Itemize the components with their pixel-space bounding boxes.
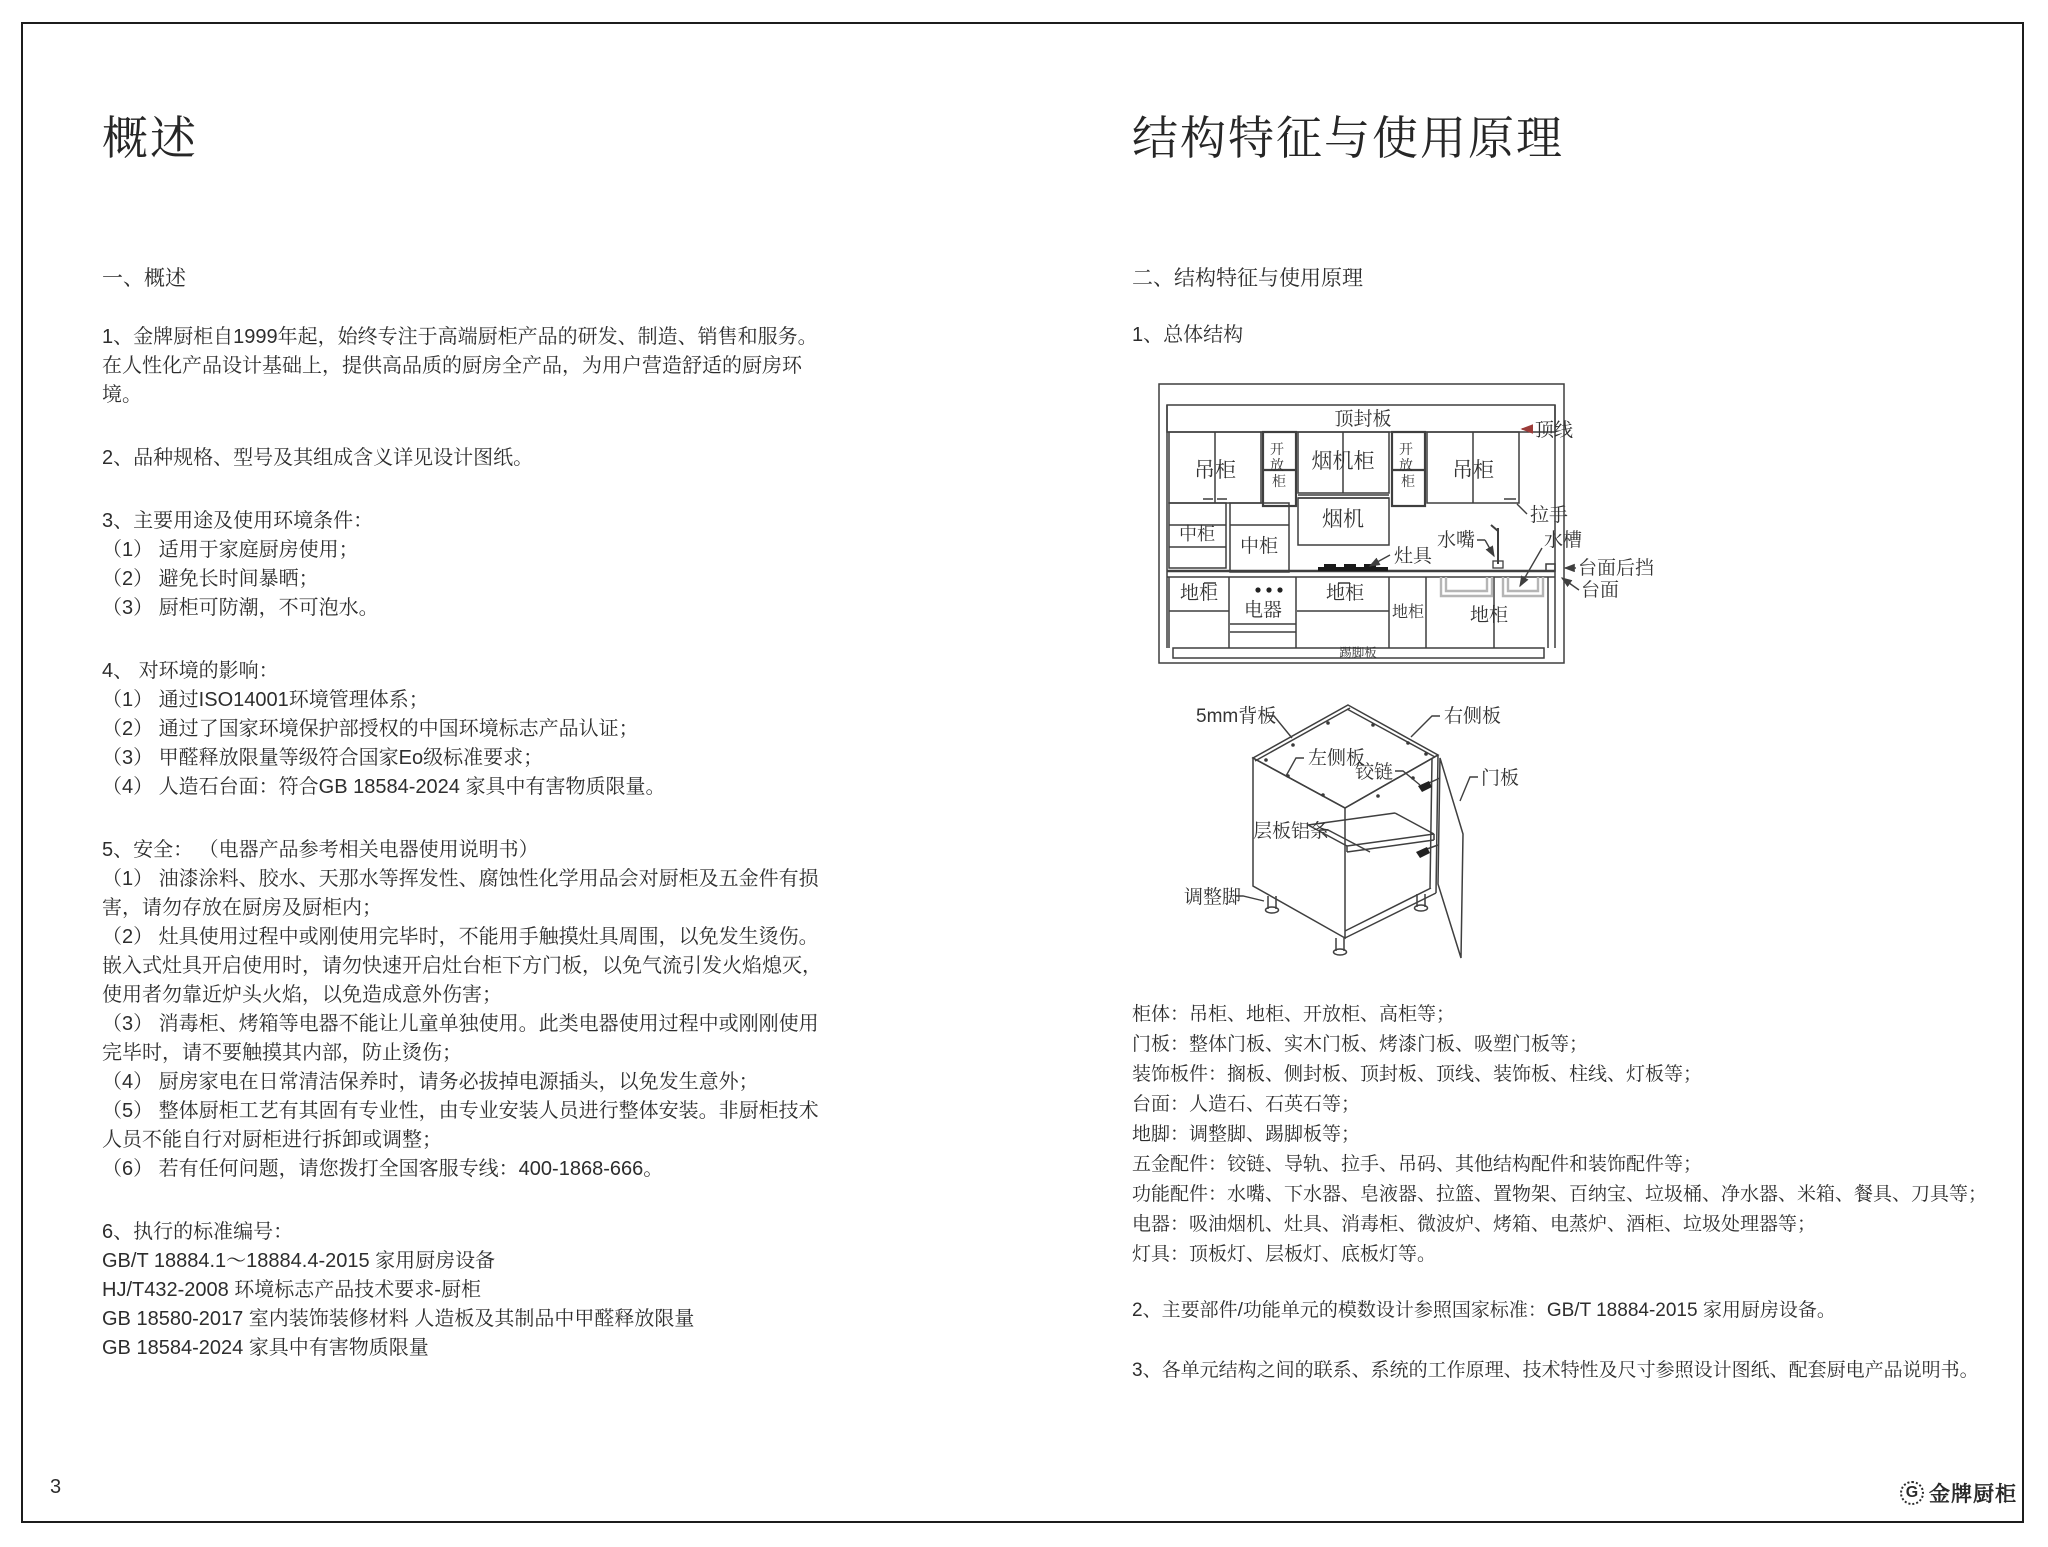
label-counter: 台面 — [1581, 580, 1620, 601]
component-line: 电器：吸油烟机、灶具、消毒柜、微波炉、烤箱、电蒸炉、酒柜、垃圾处理器等； — [1132, 1214, 1817, 1235]
overview-text-block — [102, 323, 826, 1363]
label-top-line: 顶线 — [1535, 420, 1574, 441]
sink-bowls — [1441, 577, 1543, 596]
label-foot: 调整脚 — [1184, 887, 1242, 908]
door-panel — [1438, 758, 1463, 958]
text-line: （5） 整体厨柜工艺有其固有专业性，由专业安装人员进行整体安装。非厨柜技术人员不能自行对厨柜进行拆卸或调整； — [102, 1100, 819, 1151]
label-open-cabinet-left: 开 放 柜 — [1270, 441, 1286, 489]
text-line: （2） 避免长时间暴晒； — [102, 568, 319, 590]
text-line: 5、安全： （电器产品参考相关电器使用说明书） — [102, 839, 539, 861]
label-back-panel: 5mm背板 — [1196, 706, 1277, 727]
label-top-board: 顶封板 — [1334, 409, 1392, 430]
appliance-knobs — [1255, 587, 1282, 592]
paragraph-units: 3、各单元结构之间的联系、系统的工作原理、技术特性及尺寸参照设计图纸、配套厨电产品说明书。 — [1132, 1360, 1979, 1381]
component-line: 地脚：调整脚、踢脚板等； — [1132, 1124, 1361, 1145]
left-column — [102, 112, 826, 1363]
label-handle: 拉手 — [1530, 505, 1569, 526]
component-line: 台面：人造石、石英石等； — [1132, 1094, 1361, 1115]
label-kick-board: 踢脚板 — [1339, 646, 1377, 660]
text-line: 3、主要用途及使用环境条件： — [102, 510, 374, 532]
text-line: 1、金牌厨柜自1999年起，始终专注于高端厨柜产品的研发、制造、销售和服务。在人性化产品设计基础上，提供高品质的厨房全产品，为用户营造舒适的厨房环境。 — [102, 326, 818, 406]
left-side-panel — [1253, 758, 1345, 938]
cooktop — [1318, 564, 1388, 571]
label-appliance: 电器 — [1243, 600, 1283, 621]
brand-name: 金牌厨柜 — [1929, 1483, 2017, 1506]
brand-g-icon: G — [1900, 1481, 1924, 1505]
text-line: （4） 人造石台面：符合GB 18584-2024 家具中有害物质限量。 — [102, 776, 666, 798]
text-line: （3） 厨柜可防潮，不可泡水。 — [102, 597, 379, 619]
component-line: 柜体：吊柜、地柜、开放柜、高柜等； — [1132, 1004, 1456, 1025]
label-wall-cabinet-right: 吊柜 — [1452, 459, 1494, 482]
text-line: GB/T 18884.1～18884.4-2015 家用厨房设备 — [102, 1250, 496, 1272]
page-number: 3 — [50, 1476, 62, 1498]
components-list — [1132, 1000, 2012, 1270]
brand-logo — [1900, 1478, 2017, 1508]
label-wall-cabinet-left: 吊柜 — [1194, 459, 1236, 482]
component-line: 装饰板件：搁板、侧封板、顶封板、顶线、装饰板、柱线、灯板等； — [1132, 1064, 1703, 1085]
text-line — [102, 410, 826, 444]
label-open-cabinet-right: 开 放 柜 — [1399, 441, 1415, 489]
component-line: 灯具：顶板灯、层板灯、底板灯等。 — [1132, 1244, 1437, 1265]
label-hinge: 铰链 — [1355, 762, 1394, 783]
label-right-panel: 右侧板 — [1444, 706, 1502, 727]
faucet — [1491, 525, 1503, 568]
text-line: （4） 厨房家电在日常清洁保养时，请务必拔掉电源插头，以免发生意外； — [102, 1071, 759, 1093]
text-line: GB 18580-2017 室内装饰装修材料 人造板及其制品中甲醛释放限量 — [102, 1308, 695, 1330]
elevation-diagram — [1158, 380, 1658, 672]
label-hood: 烟机 — [1322, 508, 1364, 531]
section-heading-structure: 二、结构特征与使用原理 — [1132, 267, 1363, 290]
label-faucet: 水嘴 — [1437, 530, 1476, 551]
text-line — [102, 623, 826, 657]
text-line: GB 18584-2024 家具中有害物质限量 — [102, 1337, 429, 1359]
page-title-overview: 概述 — [102, 112, 198, 164]
section-heading-overview: 一、概述 — [102, 267, 186, 290]
component-line: 五金配件：铰链、导轨、拉手、吊码、其他结构配件和装饰配件等； — [1132, 1154, 1703, 1175]
label-base-cabinet-3: 地柜 — [1391, 604, 1425, 621]
text-line: HJ/T432-2008 环境标志产品技术要求-厨柜 — [102, 1279, 481, 1301]
label-cooktop: 灶具 — [1394, 546, 1433, 567]
leader-lines — [1235, 716, 1478, 901]
text-line: （2） 通过了国家环境保护部授权的中国环境标志产品认证； — [102, 718, 639, 740]
paragraph-standards: 2、主要部件/功能单元的模数设计参照国家标准：GB/T 18884-2015 家用厨房设备。 — [1132, 1300, 1836, 1321]
text-line — [102, 1184, 826, 1218]
label-hood-cabinet: 烟机柜 — [1311, 450, 1375, 473]
text-line — [102, 802, 826, 836]
label-shelf-strip: 层板铝条 — [1253, 821, 1330, 842]
right-column — [1132, 112, 2002, 350]
base-cabinet-diagram — [1168, 688, 1648, 988]
subheading-overall-structure: 1、总体结构 — [1132, 324, 1244, 346]
text-line: （6） 若有任何问题，请您拨打全国客服专线：400-1868-666。 — [102, 1158, 664, 1180]
components-block — [1132, 1000, 2012, 1386]
text-line: 6、执行的标准编号： — [102, 1221, 294, 1243]
text-line: 4、 对环境的影响： — [102, 660, 279, 682]
text-line — [102, 473, 826, 507]
text-line: （3） 消毒柜、烤箱等电器不能让儿童单独使用。此类电器使用过程中或刚刚使用完毕时，请不要触摸其内部，防止烫伤； — [102, 1013, 819, 1064]
label-sink: 水槽 — [1544, 530, 1583, 551]
hinges — [1416, 781, 1432, 858]
text-line: （2） 灶具使用过程中或刚使用完毕时，不能用手触摸灶具周围，以免发生烫伤。嵌入式灶具开启使用时，请勿快速开启灶台柜下方门板，以免气流引发火焰熄灭，使用者勿靠近炉头火焰，以免造成意外伤害； — [102, 926, 822, 1006]
component-line: 功能配件：水嘴、下水器、皂液器、拉篮、置物架、百纳宝、垃圾桶、净水器、米箱、餐具、刀具等； — [1132, 1184, 1988, 1205]
text-line: （3） 甲醛释放限量等级符合国家Eo级标准要求； — [102, 747, 544, 769]
text-line: （1） 适用于家庭厨房使用； — [102, 539, 359, 561]
adjustable-feet — [1266, 894, 1428, 955]
label-left-panel: 左侧板 — [1308, 748, 1366, 769]
text-line: （1） 油漆涂料、胶水、天那水等挥发性、腐蚀性化学用品会对厨柜及五金件有损害，请勿存放在厨房及厨柜内； — [102, 868, 819, 919]
text-line: 2、品种规格、型号及其组成含义详见设计图纸。 — [102, 447, 534, 469]
label-counter-back: 台面后挡 — [1578, 558, 1655, 579]
label-mid-cabinet-right: 中柜 — [1239, 536, 1279, 557]
label-base-cabinet-1: 地柜 — [1179, 583, 1219, 604]
label-base-cabinet-2: 地柜 — [1325, 583, 1365, 604]
label-base-cabinet-4: 地柜 — [1469, 605, 1509, 626]
label-mid-cabinet-left: 中柜 — [1179, 524, 1215, 544]
label-door: 门板 — [1481, 768, 1520, 789]
component-line: 门板：整体门板、实木门板、烤漆门板、吸塑门板等； — [1132, 1034, 1589, 1055]
page-title-structure: 结构特征与使用原理 — [1132, 112, 1564, 164]
text-line: （1） 通过ISO14001环境管理体系； — [102, 689, 429, 711]
